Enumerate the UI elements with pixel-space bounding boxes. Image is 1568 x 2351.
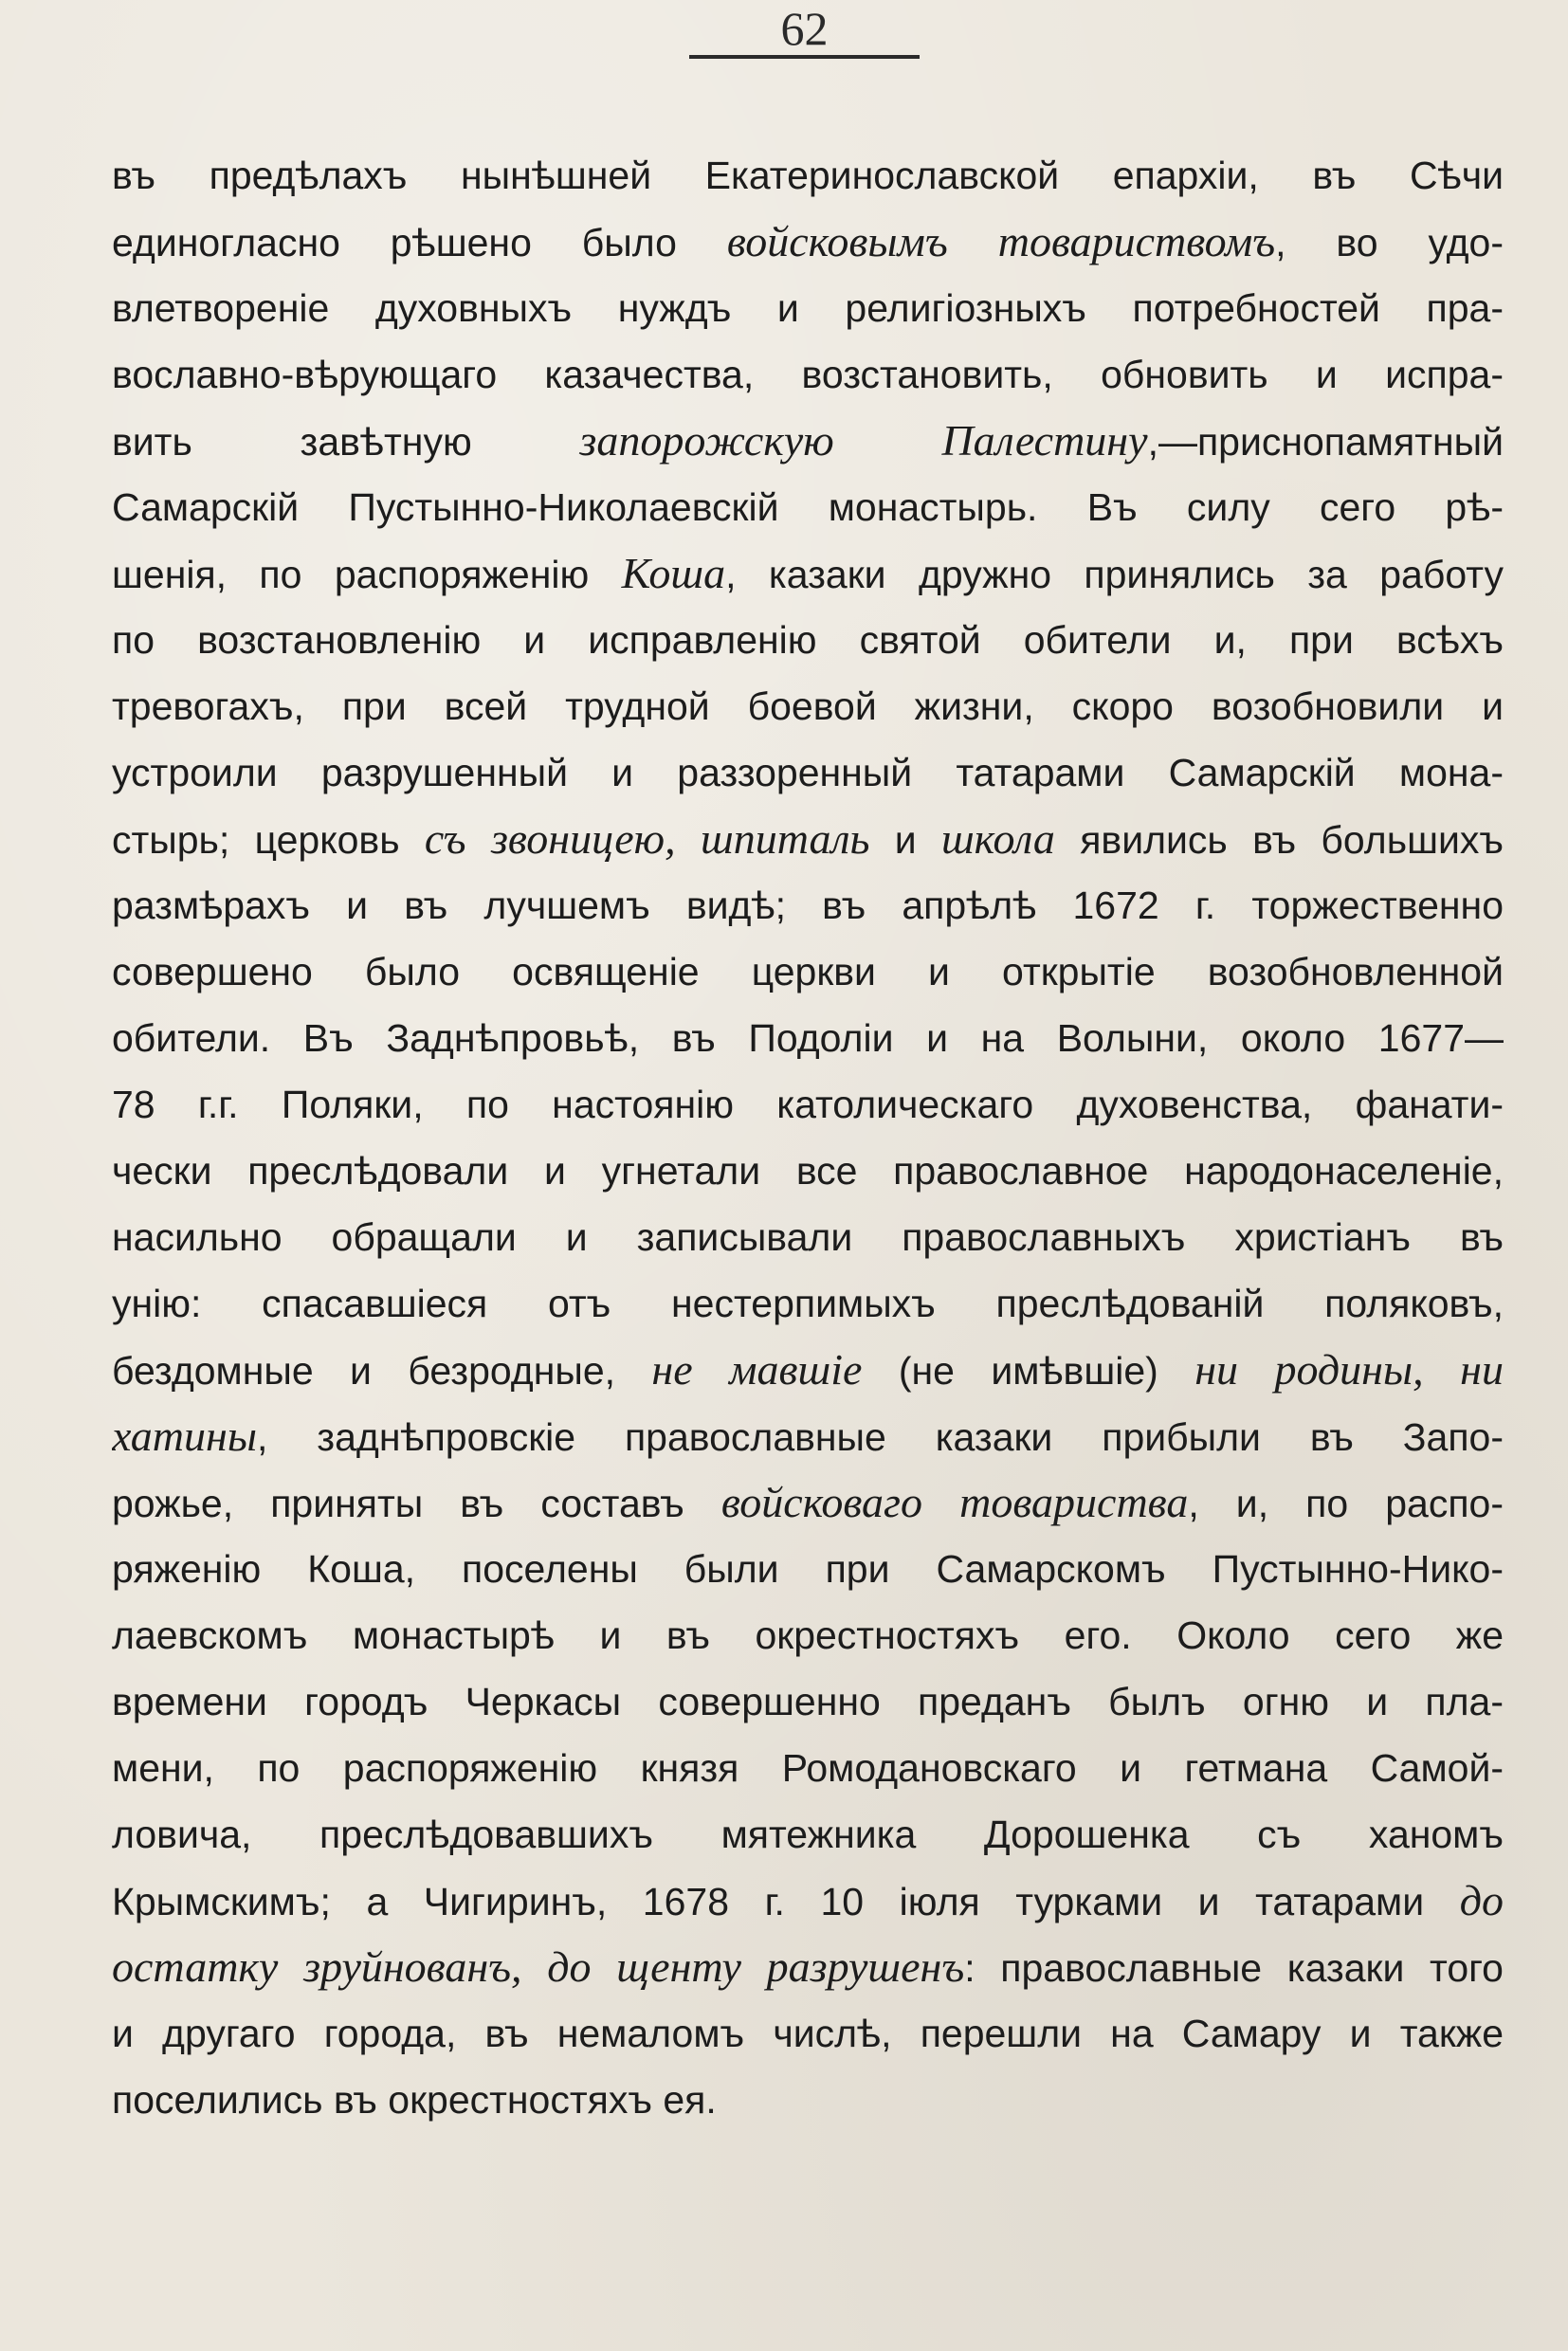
- text-segment: вить завѣтную: [112, 420, 580, 464]
- text-segment: : православные казаки того: [964, 1946, 1504, 1990]
- emphasized-text: Коша: [621, 549, 726, 597]
- text-line: [112, 474, 1504, 540]
- text-line: [112, 1337, 1504, 1403]
- text-segment: совершено было освященіе церкви и открытіе возобновленной: [112, 950, 1504, 993]
- text-line: [112, 673, 1504, 739]
- text-line: [112, 1270, 1504, 1337]
- text-line: [112, 1005, 1504, 1071]
- text-segment: Крымскимъ; а Чигиринъ, 1678 г. 10 іюля турками и татарами: [112, 1880, 1460, 1923]
- text-segment: бездомные и безродные,: [112, 1349, 652, 1393]
- text-segment: обители. Въ Заднѣпровьѣ, въ Подоліи и на Волыни, около 1677—: [112, 1016, 1504, 1060]
- text-segment: влетвореніе духовныхъ нуждъ и религіозныхъ потребностей пра-: [112, 286, 1504, 330]
- emphasized-text: ни родины, ни: [1194, 1345, 1504, 1394]
- text-segment: , заднѣпровскіе православные казаки прибыли въ Запо-: [257, 1415, 1504, 1459]
- text-line: [112, 1735, 1504, 1801]
- emphasized-text: войсковымъ товариствомъ: [726, 217, 1276, 265]
- text-segment: и другаго города, въ немаломъ числѣ, перешли на Самару и также: [112, 2012, 1504, 2055]
- text-segment: , и, по распо-: [1188, 1482, 1504, 1525]
- text-line: [112, 1602, 1504, 1668]
- emphasized-text: остатку зруйнованъ, до щенту разрушенъ: [112, 1942, 965, 1991]
- text-segment: 78 г.г. Поляки, по настоянію католическаго духовенства, фанати-: [112, 1083, 1504, 1126]
- text-line: [112, 1934, 1504, 2000]
- text-line: [112, 209, 1504, 275]
- emphasized-text: школа: [940, 814, 1055, 863]
- text-line: [112, 1403, 1504, 1469]
- emphasized-text: не мавшіе: [651, 1345, 863, 1394]
- text-segment: Самарскій Пустынно-Николаевскій монастырь. Въ силу сего рѣ-: [112, 485, 1504, 529]
- text-segment: явились въ большихъ: [1054, 818, 1504, 862]
- text-segment: единогласно рѣшено было: [112, 221, 727, 264]
- text-line: [112, 1071, 1504, 1138]
- text-segment: тревогахъ, при всей трудной боевой жизни, скоро возобновили и: [112, 684, 1504, 728]
- text-segment: въ предѣлахъ нынѣшней Екатеринославской епархіи, въ Сѣчи: [112, 154, 1504, 197]
- emphasized-text: хатины: [112, 1412, 258, 1460]
- text-segment: стырь; церковь: [112, 818, 425, 862]
- text-segment: рожье, приняты въ составъ: [112, 1482, 721, 1525]
- emphasized-text: до: [1459, 1876, 1504, 1924]
- text-segment: времени городъ Черкасы совершенно преданъ былъ огню и пла-: [112, 1680, 1504, 1723]
- text-segment: чески преслѣдовали и угнетали все православное народонаселеніе,: [112, 1149, 1504, 1193]
- text-line: [112, 1536, 1504, 1602]
- text-segment: ,—приснопамятный: [1147, 420, 1504, 464]
- text-segment: лаевскомъ монастырѣ и въ окрестностяхъ его. Около сего же: [112, 1613, 1504, 1657]
- text-segment: вославно-вѣрующаго казачества, возстановить, обновить и испра-: [112, 353, 1504, 396]
- text-line: [112, 1138, 1504, 1204]
- text-line: [112, 2000, 1504, 2067]
- text-segment: размѣрахъ и въ лучшемъ видѣ; въ апрѣлѣ 1672 г. торжественно: [112, 884, 1504, 927]
- text-segment: поселились въ окрестностяхъ ея.: [112, 2078, 717, 2122]
- page-number: 62: [780, 2, 829, 55]
- text-line: [112, 341, 1504, 408]
- text-line: [112, 2067, 1504, 2133]
- text-segment: (не имѣвшіе): [862, 1349, 1195, 1393]
- text-line: [112, 1668, 1504, 1735]
- text-segment: по возстановленію и исправленію святой обители и, при всѣхъ: [112, 618, 1504, 662]
- text-line: [112, 1801, 1504, 1868]
- text-line: [112, 607, 1504, 673]
- text-line: [112, 806, 1504, 872]
- text-line: [112, 275, 1504, 341]
- text-segment: мени, по распоряженію князя Ромодановскаго и гетмана Самой-: [112, 1746, 1504, 1790]
- text-line: [112, 1204, 1504, 1270]
- text-line: [112, 1868, 1504, 1934]
- text-segment: шенія, по распоряженію: [112, 553, 622, 596]
- text-segment: насильно обращали и записывали православныхъ христіанъ въ: [112, 1215, 1504, 1259]
- text-line: [112, 142, 1504, 209]
- text-segment: , казаки дружно принялись за работу: [725, 553, 1504, 596]
- text-line: [112, 872, 1504, 939]
- text-segment: устроили разрушенный и раззоренный татарами Самарскій мона-: [112, 751, 1504, 794]
- text-segment: ряженію Коша, поселены были при Самарскомъ Пустынно-Нико-: [112, 1547, 1504, 1591]
- text-segment: , во удо-: [1275, 221, 1504, 264]
- text-line: [112, 408, 1504, 474]
- body-text: [112, 142, 1504, 2133]
- text-segment: и: [869, 818, 941, 862]
- text-line: [112, 540, 1504, 607]
- text-line: [112, 939, 1504, 1005]
- emphasized-text: войсковаго товариства: [720, 1478, 1189, 1526]
- text-line: [112, 1469, 1504, 1536]
- page-number-rule: [689, 55, 920, 59]
- emphasized-text: съ звоницею, шпиталь: [424, 814, 870, 863]
- emphasized-text: запорожскую Палестину: [579, 416, 1148, 465]
- text-segment: унію: спасавшіеся отъ нестерпимыхъ преслѣдованій поляковъ,: [112, 1282, 1504, 1325]
- text-line: [112, 739, 1504, 806]
- text-segment: ловича, преслѣдовавшихъ мятежника Дорошенка съ ханомъ: [112, 1813, 1504, 1856]
